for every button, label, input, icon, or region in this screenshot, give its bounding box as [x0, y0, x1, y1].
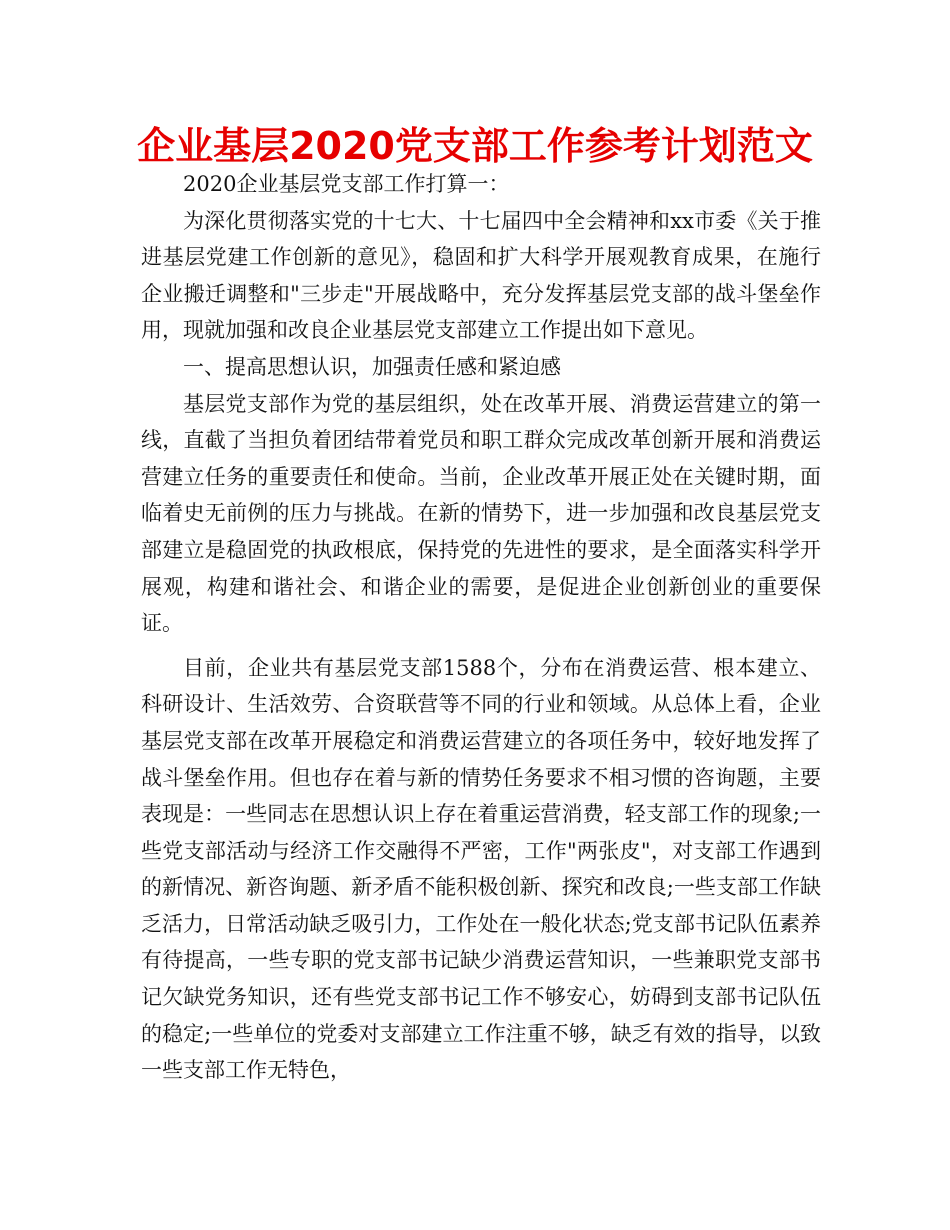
section-heading-1: 一、提高思想认识，加强责任感和紧迫感: [183, 354, 561, 379]
paragraph-current-status: 目前，企业共有基层党支部1588个，分布在消费运营、根本建立、科研设计、生活效劳、合资联营等不同的行业和领域。从总体上看，企业基层党支部在改革开展稳定和消费运营建立的各项任务中，较好地发挥了战斗堡垒作用。但也存在着与新的情势任务要求不相习惯的咨询题，主要表现是：一些同志在思想认识上存在着重运营消费，轻支部工作的现象;一些党支部活动与经济工作交融得不严密，工作"两张皮"，对支部工作遇到的新情况、新咨询题、新矛盾不能积极创新、探究和改良;一些支部工作缺乏活力，日常活动缺乏吸引力，工作处在一般化状态;党支部书记队伍素养有待提高，一些专职的党支部书记缺少消费运营知识，一些兼职党支部书记欠缺党务知识，还有些党支部书记工作不够安心，妨碍到支部书记队伍的稳定;一些单位的党委对支部建立工作注重不够，缺乏有效的指导，以致一些支部工作无特色，: [141, 655, 821, 1083]
document-body: [141, 166, 821, 1089]
paragraph-plan-heading: 2020企业基层党支部工作打算一：: [183, 172, 510, 196]
paragraph-intro: 为深化贯彻落实党的十七大、十七届四中全会精神和xx市委《关于推进基层党建工作创新的意见》，稳固和扩大科学开展观教育成果，在施行企业搬迁调整和"三步走"开展战略中，充分发挥基层党支部的战斗堡垒作用，现就加强和改良企业基层党支部建立工作提出如下意见。: [141, 208, 821, 343]
document-title: 企业基层2020党支部工作参考计划范文: [137, 124, 813, 168]
paragraph-role: 基层党支部作为党的基层组织，处在改革开展、消费运营建立的第一线，直截了当担负着团结带着党员和职工群众完成改革创新开展和消费运营建立任务的重要责任和使命。当前，企业改革开展正处在关键时期，面临着史无前例的压力与挑战。在新的情势下，进一步加强和改良基层党支部建立是稳固党的执政根底，保持党的先进性的要求，是全面落实科学开展观，构建和谐社会、和谐企业的需要，是促进企业创新创业的重要保证。: [141, 391, 821, 636]
